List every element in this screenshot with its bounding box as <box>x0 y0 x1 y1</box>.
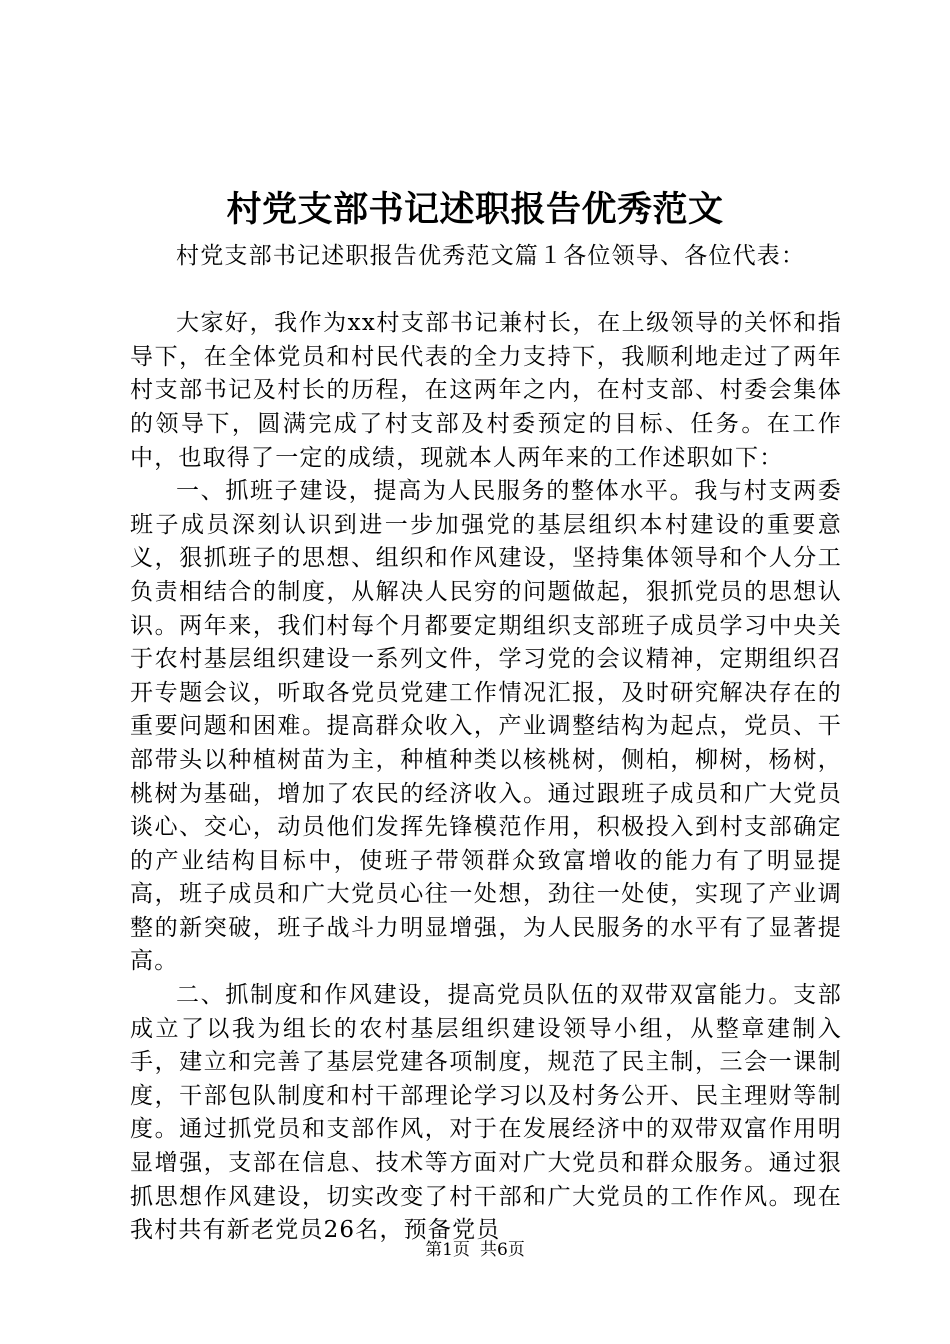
document-title: 村党支部书记述职报告优秀范文 <box>226 189 724 230</box>
page-number: 第1页 <box>425 1240 470 1260</box>
section-two-paragraph: 二、抓制度和作风建设，提高党员队伍的双带双富能力。支部成立了以我为组长的农村基层组织建设领导小组，从整章建制入手，建立和完善了基层党建各项制度，规范了民主制，三会一课制度，干部包队制度和村干部理论学习以及村务公开、民主理财等制度。通过抓党员和支部作风，对于在发展经济中的双带双富作用明显增强，支部在信息、技术等方面对广大党员和群众服务。通过狠抓思想作风建设，切实改变了村干部和广大党员的工作作风。现在我村共有新老党员26名，预备党员 <box>130 982 842 1244</box>
page-footer <box>0 1238 950 1262</box>
document-body <box>130 240 842 1248</box>
greeting-paragraph: 大家好，我作为xx村支部书记兼村长，在上级领导的关怀和指导下，在全体党员和村民代表的全力支持下，我顺利地走过了两年村支部书记及村长的历程，在这两年之内，在村支部、村委会集体的领导下，圆满完成了村支部及村委预定的目标、任务。在工作中，也取得了一定的成绩，现就本人两年来的工作述职如下： <box>130 310 842 471</box>
page-total: 共6页 <box>480 1240 525 1260</box>
section-one-paragraph: 一、抓班子建设，提高为人民服务的整体水平。我与村支两委班子成员深刻认识到进一步加强党的基层组织本村建设的重要意义，狠抓班子的思想、组织和作风建设，坚持集体领导和个人分工负责相结合的制度，从解决人民穷的问题做起，狠抓党员的思想认识。两年来，我们村每个月都要定期组织支部班子成员学习中央关于农村基层组织建设一系列文件，学习党的会议精神，定期组织召开专题会议，听取各党员党建工作情况汇报，及时研究解决存在的重要问题和困难。提高群众收入，产业调整结构为起点，党员、干部带头以种植树苗为主，种植种类以核桃树，侧柏，柳树，杨树，桃树为基础，增加了农民的经济收入。通过跟班子成员和广大党员谈心、交心，动员他们发挥先锋模范作用，积极投入到村支部确定的产业结构目标中，使班子带领群众致富增收的能力有了明显提高，班子成员和广大党员心往一处想，劲往一处使，实现了产业调整的新突破，班子战斗力明显增强，为人民服务的水平有了显著提高。 <box>130 478 842 975</box>
intro-paragraph: 村党支部书记述职报告优秀范文篇１各位领导、各位代表： <box>176 243 806 269</box>
